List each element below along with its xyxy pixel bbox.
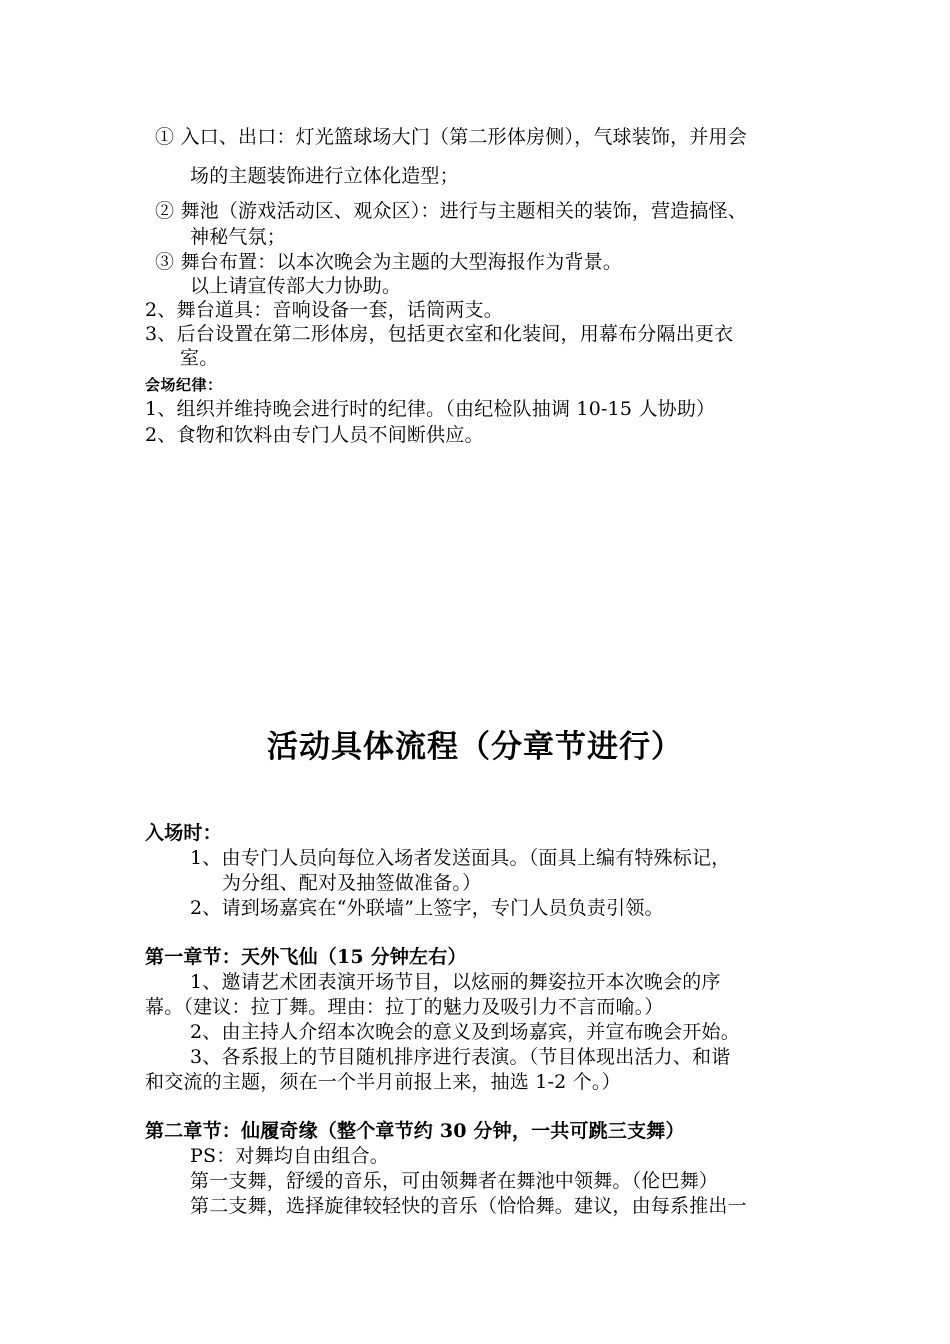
entry-item-1-line2: 为分组、配对及抽签做准备。） — [222, 872, 482, 894]
venue-item-dancefloor-line1: ② 舞池（游戏活动区、观众区）：进行与主题相关的装饰，营造搞怪、 — [155, 200, 747, 222]
discipline-item-2: 2、食物和饮料由专门人员不间断供应。 — [145, 424, 484, 446]
chapter1-item-3-line2: 和交流的主题，须在一个半月前报上来，抽选 1-2 个。） — [145, 1071, 621, 1093]
chapter2-heading: 第二章节：仙履奇缘（整个章节约 30 分钟，一共可跳三支舞） — [145, 1120, 685, 1142]
chapter1-item-2: 2、由主持人介绍本次晚会的意义及到场嘉宾，并宣布晚会开始。 — [190, 1021, 740, 1043]
chapter1-heading: 第一章节：天外飞仙（15 分钟左右） — [145, 946, 467, 968]
chapter1-item-1-line2: 幕。（建议：拉丁舞。理由：拉丁的魅力及吸引力不言而喻。） — [145, 996, 664, 1018]
chapter1-item-1-line1: 1、邀请艺术团表演开场节目，以炫丽的舞姿拉开本次晚会的序 — [190, 971, 721, 993]
entry-item-1-line1: 1、由专门人员向每位入场者发送面具。（面具上编有特殊标记， — [190, 847, 731, 869]
entry-heading: 入场时： — [145, 822, 222, 844]
discipline-item-1: 1、组织并维持晚会进行时的纪律。（由纪检队抽调 10-15 人协助） — [145, 398, 716, 420]
venue-backstage-line2: 室。 — [180, 347, 219, 369]
section-title: 活动具体流程（分章节进行） — [267, 729, 683, 765]
chapter2-ps: PS：对舞均自由组合。 — [190, 1145, 390, 1167]
chapter2-dance-2: 第二支舞，选择旋律较轻快的音乐（恰恰舞。建议，由每系推出一 — [190, 1195, 747, 1217]
venue-item-stage-line2: 以上请宣传部大力协助。 — [190, 275, 402, 297]
venue-item-entrance-line2: 场的主题装饰进行立体化造型； — [190, 165, 459, 187]
venue-item-stage-line1: ③ 舞台布置：以本次晚会为主题的大型海报作为背景。 — [155, 251, 623, 273]
venue-item-entrance-line1: ① 入口、出口：灯光篮球场大门（第二形体房侧），气球装饰，并用会 — [155, 126, 747, 148]
venue-props: 2、舞台道具：音响设备一套，话筒两支。 — [145, 299, 503, 321]
venue-item-dancefloor-line2: 神秘气氛； — [190, 226, 287, 248]
venue-backstage-line1: 3、后台设置在第二形体房，包括更衣室和化装间，用幕布分隔出更衣 — [145, 323, 734, 345]
chapter2-dance-1: 第一支舞，舒缓的音乐，可由领舞者在舞池中领舞。（伦巴舞） — [190, 1170, 719, 1192]
chapter1-item-3-line1: 3、各系报上的节目随机排序进行表演。（节目体现出活力、和谐 — [190, 1046, 731, 1068]
discipline-heading: 会场纪律： — [145, 376, 223, 394]
entry-item-2: 2、请到场嘉宾在“外联墙”上签字，专门人员负责引领。 — [190, 897, 664, 919]
